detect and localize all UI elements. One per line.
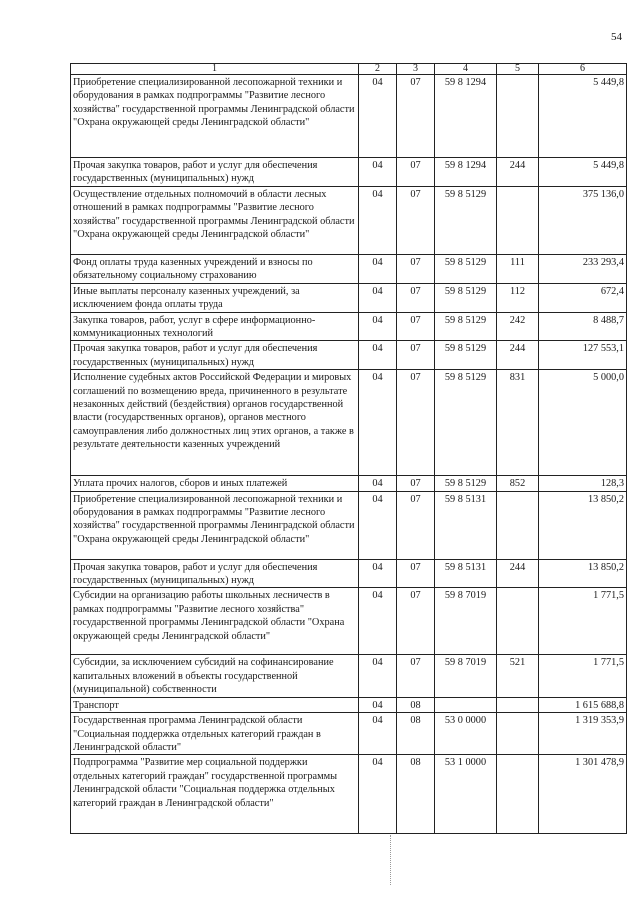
- row-expense-type: [497, 697, 539, 712]
- table-row: [71, 697, 627, 712]
- row-subsection-code: 07: [397, 187, 435, 255]
- header-col-6: 6: [539, 64, 627, 75]
- row-amount: 5 449,8: [539, 75, 627, 158]
- header-col-2: 2: [359, 64, 397, 75]
- table-row: [71, 158, 627, 187]
- row-amount: 1 615 688,8: [539, 697, 627, 712]
- row-description: Прочая закупка товаров, работ и услуг для обеспечения государственных (муниципальных) нужд: [71, 158, 359, 187]
- row-subsection-code: 08: [397, 755, 435, 834]
- table-row: [71, 75, 627, 158]
- row-section-code: 04: [359, 713, 397, 755]
- row-expense-type: [497, 187, 539, 255]
- header-col-3: 3: [397, 64, 435, 75]
- table-row: [71, 755, 627, 834]
- table-row: [71, 187, 627, 255]
- row-target-article: 59 8 1294: [435, 75, 497, 158]
- row-target-article: 59 8 5129: [435, 187, 497, 255]
- row-expense-type: 111: [497, 255, 539, 284]
- row-section-code: 04: [359, 312, 397, 341]
- table-row: [71, 370, 627, 476]
- row-expense-type: 112: [497, 283, 539, 312]
- row-target-article: 59 8 7019: [435, 588, 497, 655]
- row-subsection-code: 07: [397, 312, 435, 341]
- row-expense-type: [497, 755, 539, 834]
- row-section-code: 04: [359, 559, 397, 588]
- row-subsection-code: 07: [397, 588, 435, 655]
- table-row: [71, 559, 627, 588]
- row-description: Закупка товаров, работ, услуг в сфере информационно-коммуникационных технологий: [71, 312, 359, 341]
- table-row: [71, 491, 627, 559]
- row-description: Прочая закупка товаров, работ и услуг для обеспечения государственных (муниципальных) нужд: [71, 559, 359, 588]
- row-description: Иные выплаты персоналу казенных учреждений, за исключением фонда оплаты труда: [71, 283, 359, 312]
- row-expense-type: [497, 713, 539, 755]
- row-description: Приобретение специализированной лесопожарной техники и оборудования в рамках подпрограммы "Развитие лесного хозяйства" государственной программы Ленинградской области "Охрана окружающей среды Ленинградской области": [71, 75, 359, 158]
- row-amount: 1 771,5: [539, 588, 627, 655]
- row-description: Уплата прочих налогов, сборов и иных платежей: [71, 476, 359, 491]
- row-section-code: 04: [359, 158, 397, 187]
- table-body: [71, 75, 627, 834]
- row-description: Подпрограмма "Развитие мер социальной поддержки отдельных категорий граждан" государственной программы Ленинградской области "Социальная поддержка отдельных категорий граждан в Ленинградской области": [71, 755, 359, 834]
- row-expense-type: [497, 491, 539, 559]
- row-description: Субсидии, за исключением субсидий на софинансирование капитальных вложений в объекты государственной (муниципальной) собственности: [71, 655, 359, 697]
- row-amount: 5 000,0: [539, 370, 627, 476]
- row-section-code: 04: [359, 255, 397, 284]
- row-subsection-code: 08: [397, 713, 435, 755]
- row-expense-type: [497, 588, 539, 655]
- row-expense-type: [497, 75, 539, 158]
- row-subsection-code: 07: [397, 158, 435, 187]
- row-section-code: 04: [359, 697, 397, 712]
- row-expense-type: 244: [497, 559, 539, 588]
- row-amount: 8 488,7: [539, 312, 627, 341]
- row-target-article: 53 1 0000: [435, 755, 497, 834]
- budget-table: [70, 63, 627, 834]
- row-description: Транспорт: [71, 697, 359, 712]
- row-target-article: 59 8 5129: [435, 283, 497, 312]
- row-section-code: 04: [359, 283, 397, 312]
- row-subsection-code: 07: [397, 75, 435, 158]
- row-target-article: 59 8 5131: [435, 559, 497, 588]
- table-row: [71, 312, 627, 341]
- row-target-article: 59 8 5129: [435, 255, 497, 284]
- table-row: [71, 588, 627, 655]
- row-amount: 672,4: [539, 283, 627, 312]
- row-subsection-code: 07: [397, 491, 435, 559]
- row-section-code: 04: [359, 187, 397, 255]
- row-description: Прочая закупка товаров, работ и услуг для обеспечения государственных (муниципальных) нужд: [71, 341, 359, 370]
- row-amount: 1 319 353,9: [539, 713, 627, 755]
- table-row: [71, 713, 627, 755]
- row-amount: 1 771,5: [539, 655, 627, 697]
- table-row: [71, 283, 627, 312]
- table-row: [71, 476, 627, 491]
- row-amount: 1 301 478,9: [539, 755, 627, 834]
- row-subsection-code: 07: [397, 559, 435, 588]
- row-section-code: 04: [359, 491, 397, 559]
- row-amount: 375 136,0: [539, 187, 627, 255]
- row-subsection-code: 07: [397, 341, 435, 370]
- row-description: Фонд оплаты труда казенных учреждений и взносы по обязательному социальному страхованию: [71, 255, 359, 284]
- row-target-article: 53 0 0000: [435, 713, 497, 755]
- table-row: [71, 341, 627, 370]
- table-row: [71, 255, 627, 284]
- row-description: Исполнение судебных актов Российской Федерации и мировых соглашений по возмещению вреда, причиненного в результате незаконных действий (бездействия) органов государственной власти (государственных органов), органов местного самоуправления либо должностных лиц этих органов, а также в результате деятельности казенных учреждений: [71, 370, 359, 476]
- table-header-row: [71, 64, 627, 75]
- row-section-code: 04: [359, 341, 397, 370]
- row-expense-type: 244: [497, 341, 539, 370]
- row-target-article: 59 8 1294: [435, 158, 497, 187]
- row-target-article: 59 8 7019: [435, 655, 497, 697]
- table-row: [71, 655, 627, 697]
- row-target-article: 59 8 5131: [435, 491, 497, 559]
- row-amount: 127 553,1: [539, 341, 627, 370]
- row-section-code: 04: [359, 588, 397, 655]
- row-expense-type: 242: [497, 312, 539, 341]
- row-subsection-code: 08: [397, 697, 435, 712]
- row-subsection-code: 07: [397, 283, 435, 312]
- row-expense-type: 521: [497, 655, 539, 697]
- header-col-5: 5: [497, 64, 539, 75]
- row-amount: 5 449,8: [539, 158, 627, 187]
- row-amount: 233 293,4: [539, 255, 627, 284]
- row-section-code: 04: [359, 476, 397, 491]
- row-section-code: 04: [359, 755, 397, 834]
- row-subsection-code: 07: [397, 476, 435, 491]
- row-subsection-code: 07: [397, 370, 435, 476]
- row-expense-type: 831: [497, 370, 539, 476]
- row-section-code: 04: [359, 370, 397, 476]
- row-amount: 128,3: [539, 476, 627, 491]
- row-description: Государственная программа Ленинградской области "Социальная поддержка отдельных категорий граждан в Ленинградской области": [71, 713, 359, 755]
- row-section-code: 04: [359, 75, 397, 158]
- page-number: 54: [611, 31, 622, 43]
- row-amount: 13 850,2: [539, 491, 627, 559]
- row-subsection-code: 07: [397, 655, 435, 697]
- row-target-article: 59 8 5129: [435, 370, 497, 476]
- header-col-4: 4: [435, 64, 497, 75]
- row-description: Субсидии на организацию работы школьных лесничеств в рамках подпрограммы "Развитие лесного хозяйства" государственной программы Ленинградской области "Охрана окружающей среды Ленинградской области": [71, 588, 359, 655]
- row-section-code: 04: [359, 655, 397, 697]
- row-expense-type: 852: [497, 476, 539, 491]
- header-col-1: 1: [71, 64, 359, 75]
- row-description: Приобретение специализированной лесопожарной техники и оборудования в рамках подпрограммы "Развитие лесного хозяйства" государственной программы Ленинградской области "Охрана окружающей среды Ленинградской области": [71, 491, 359, 559]
- row-target-article: 59 8 5129: [435, 476, 497, 491]
- row-target-article: 59 8 5129: [435, 341, 497, 370]
- row-subsection-code: 07: [397, 255, 435, 284]
- row-target-article: [435, 697, 497, 712]
- row-amount: 13 850,2: [539, 559, 627, 588]
- margin-mark: [390, 835, 405, 885]
- row-description: Осуществление отдельных полномочий в области лесных отношений в рамках подпрограммы "Развитие лесного хозяйства" государственной программы Ленинградской области "Охрана окружающей среды Ленинградской области": [71, 187, 359, 255]
- row-target-article: 59 8 5129: [435, 312, 497, 341]
- row-expense-type: 244: [497, 158, 539, 187]
